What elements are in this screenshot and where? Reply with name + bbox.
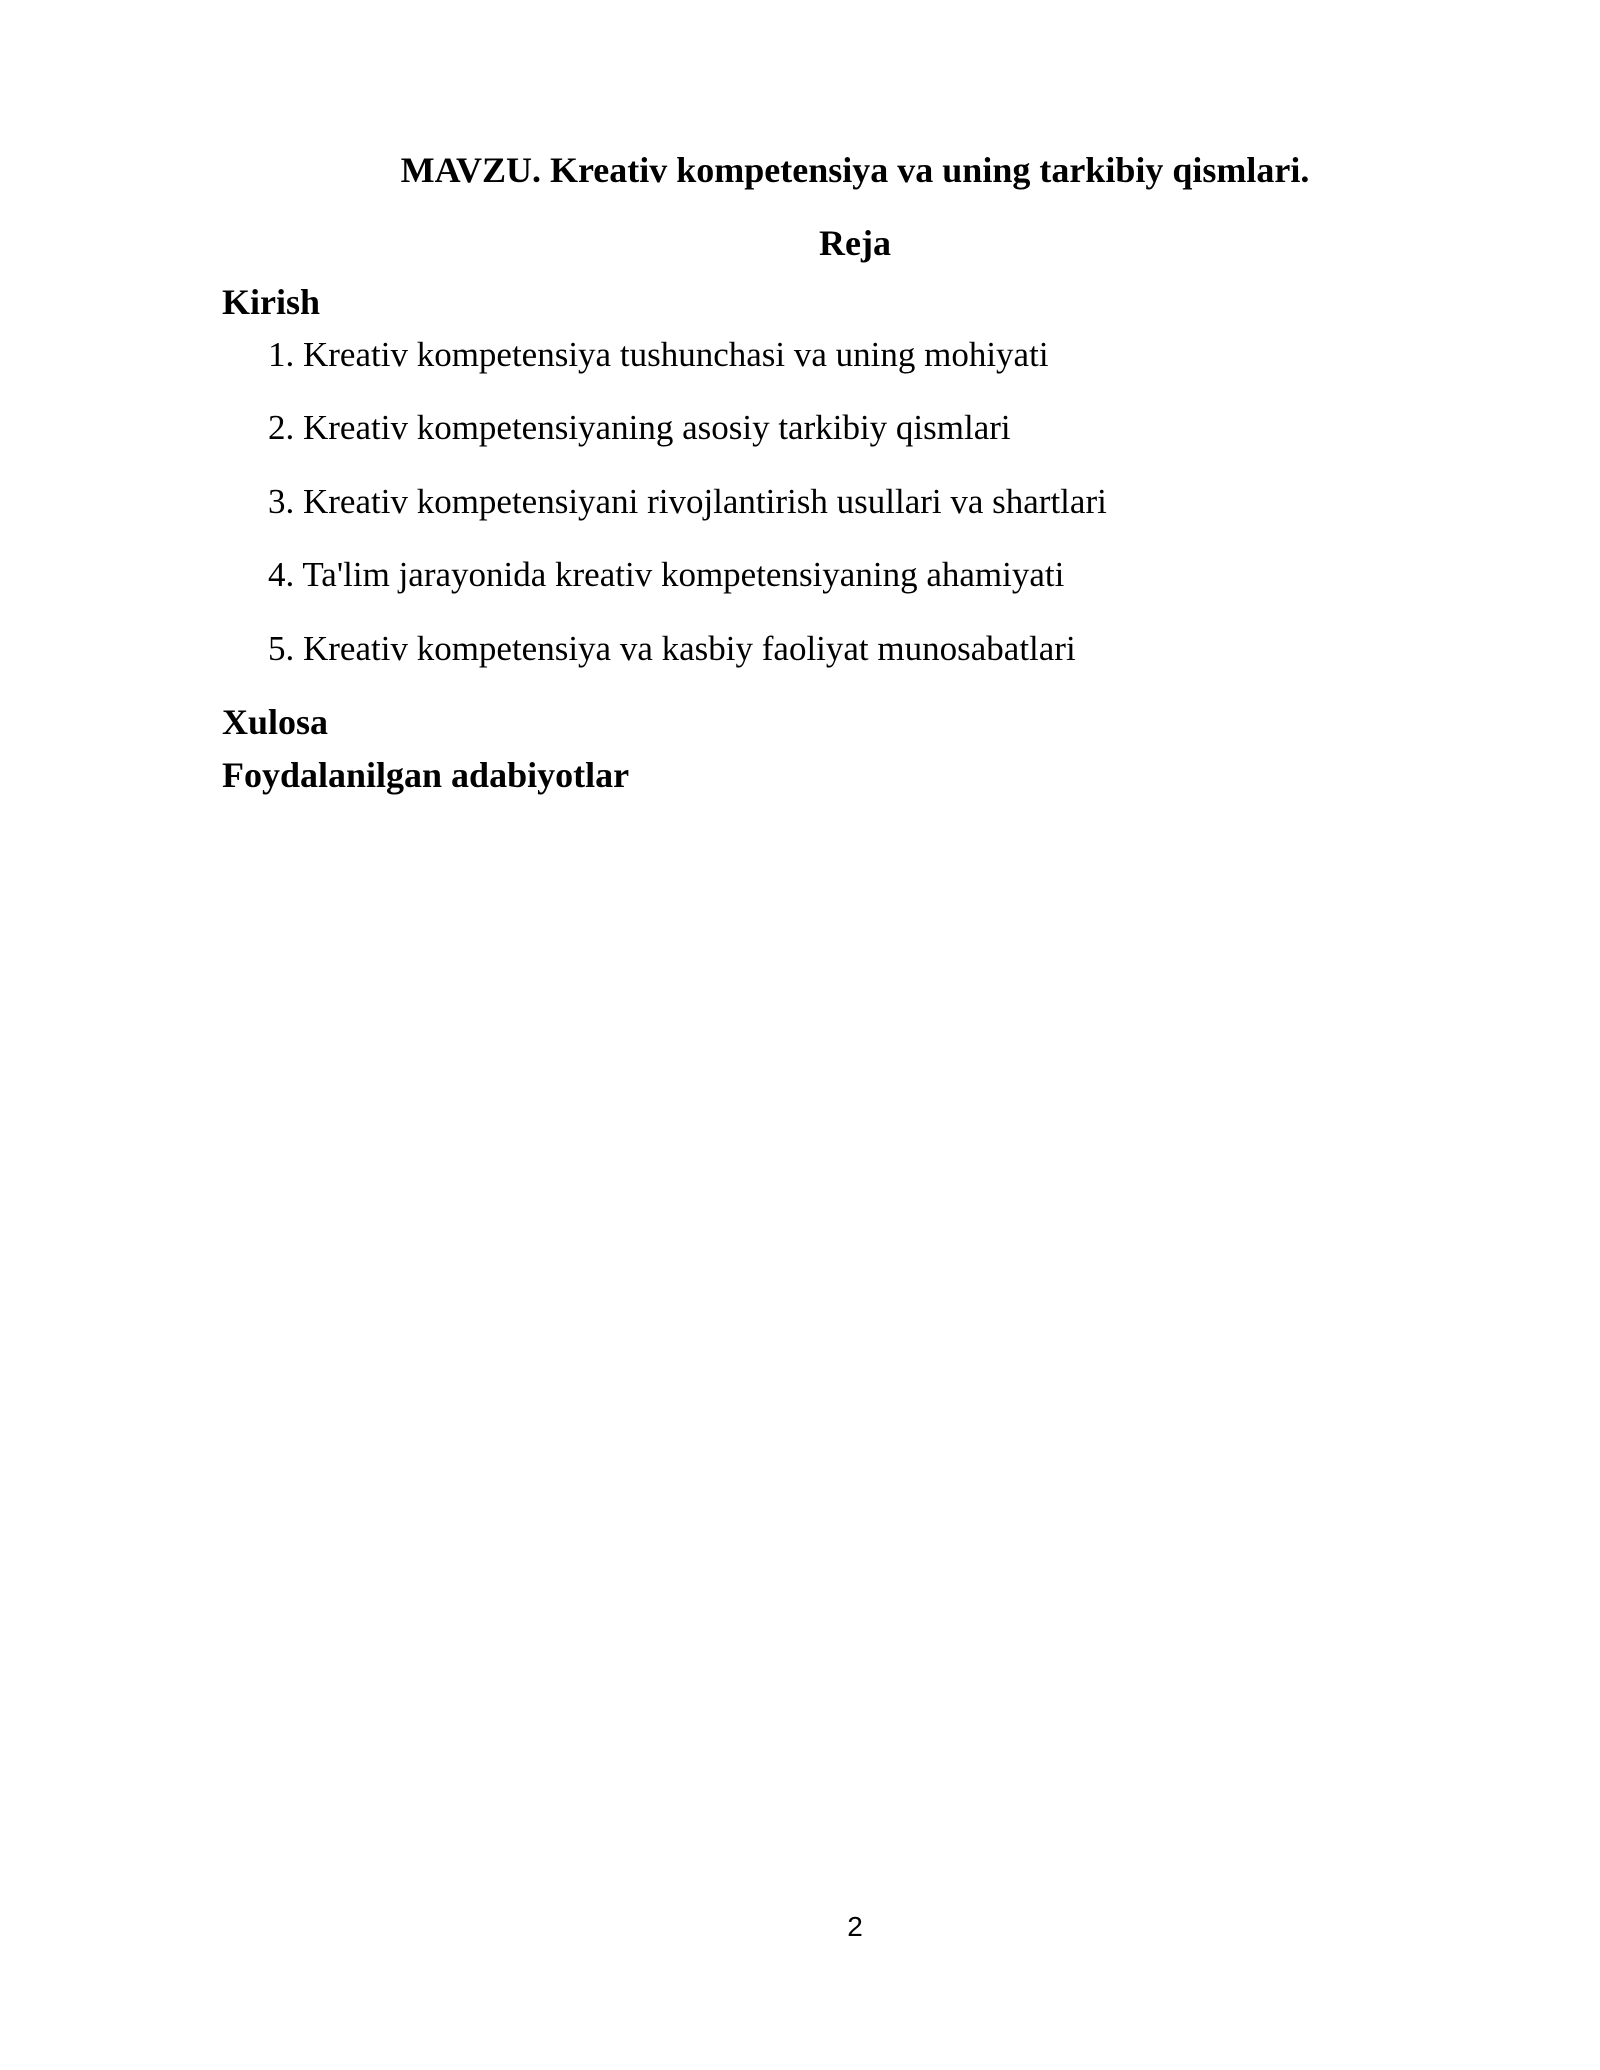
references-heading: Foydalanilgan adabiyotlar [222, 755, 630, 795]
conclusion-heading: Xulosa [222, 702, 329, 742]
plan-item: 2. Kreativ kompetensiyaning asosiy tarkibiy qismlari [268, 408, 1011, 447]
plan-item: 3. Kreativ kompetensiyani rivojlantirish usullari va shartlari [268, 482, 1107, 521]
plan-item: 5. Kreativ kompetensiya va kasbiy faoliyat munosabatlari [268, 629, 1076, 668]
document-title: MAVZU. Kreativ kompetensiya va uning tarkibiy qismlari. [400, 150, 1310, 190]
plan-item: 1. Kreativ kompetensiya tushunchasi va uning mohiyati [268, 335, 1049, 374]
intro-heading: Kirish [222, 282, 321, 322]
plan-item: 4. Ta'lim jarayonida kreativ kompetensiyaning ahamiyati [268, 555, 1065, 594]
page-number: 2 [847, 1911, 863, 1942]
plan-heading: Reja [819, 223, 891, 263]
